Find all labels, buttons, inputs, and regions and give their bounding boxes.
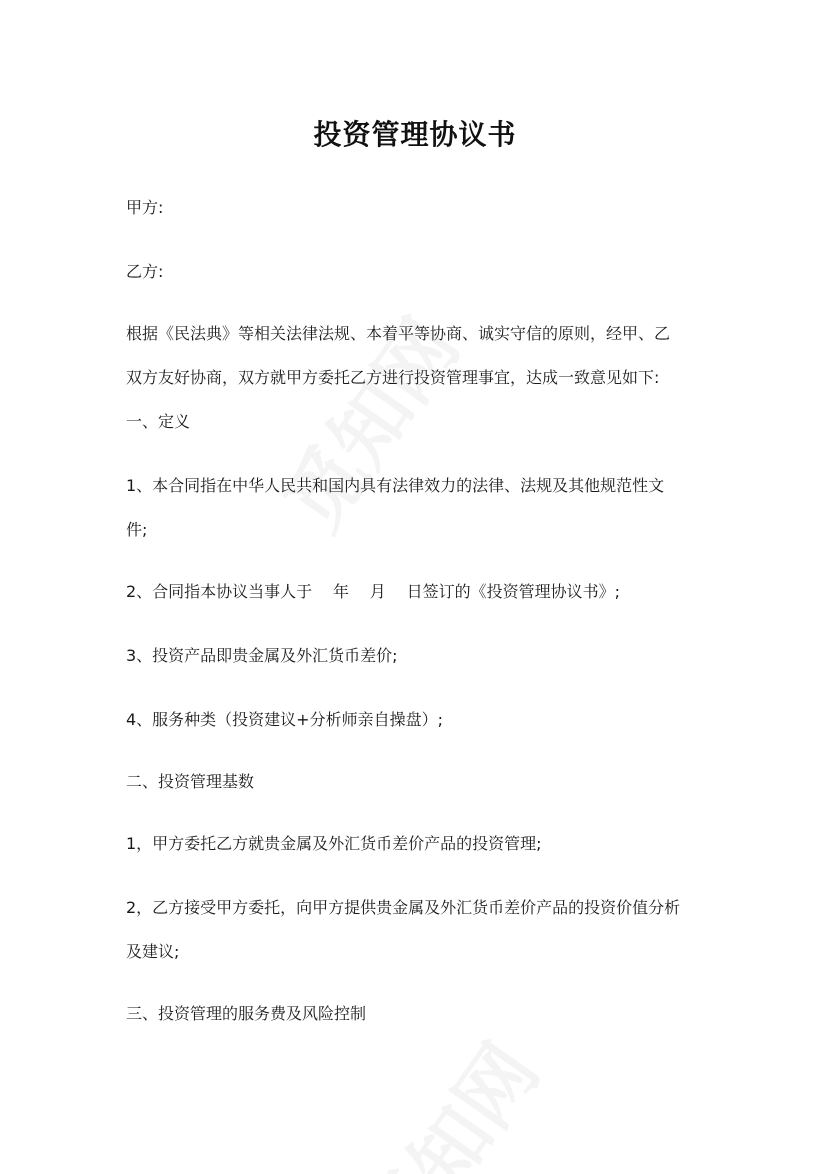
definition-2-month: 月 [369, 582, 386, 601]
definition-2-year: 年 [332, 582, 349, 601]
definition-2-suffix: 日签订的《投资管理协议书》; [406, 582, 621, 601]
basis-2-line-2: 及建议; [126, 942, 180, 961]
watermark-bottom [334, 1018, 560, 1174]
definition-1-line-1: 1、本合同指在中华人民共和国内具有法律效力的法律、法规及其他规范性文 [126, 476, 665, 495]
section-2-heading: 二、投资管理基数 [126, 772, 255, 791]
definition-2-prefix: 2、合同指本协议当事人于 [126, 582, 313, 601]
party-a-label: 甲方: [126, 198, 164, 217]
basis-1: 1，甲方委托乙方就贵金属及外汇货币差价产品的投资管理; [126, 834, 542, 853]
document-title: 投资管理协议书 [313, 118, 517, 151]
definition-3: 3、投资产品即贵金属及外汇货币差价; [126, 646, 398, 665]
intro-line-1: 根据《民法典》等相关法律法规、本着平等协商、诚实守信的原则，经甲、乙 [126, 324, 671, 343]
definition-1-line-2: 件; [126, 520, 148, 539]
section-1-heading: 一、定义 [126, 412, 191, 431]
section-3-heading: 三、投资管理的服务费及风险控制 [126, 1004, 367, 1023]
party-b-label: 乙方: [126, 262, 164, 281]
intro-line-2: 双方友好协商，双方就甲方委托乙方进行投资管理事宜，达成一致意见如下: [126, 368, 660, 387]
definition-4: 4、服务种类（投资建议+分析师亲自操盘）; [126, 710, 443, 729]
basis-2-line-1: 2，乙方接受甲方委托，向甲方提供贵金属及外汇货币差价产品的投资价值分析 [126, 898, 681, 917]
definition-2 [126, 582, 620, 602]
